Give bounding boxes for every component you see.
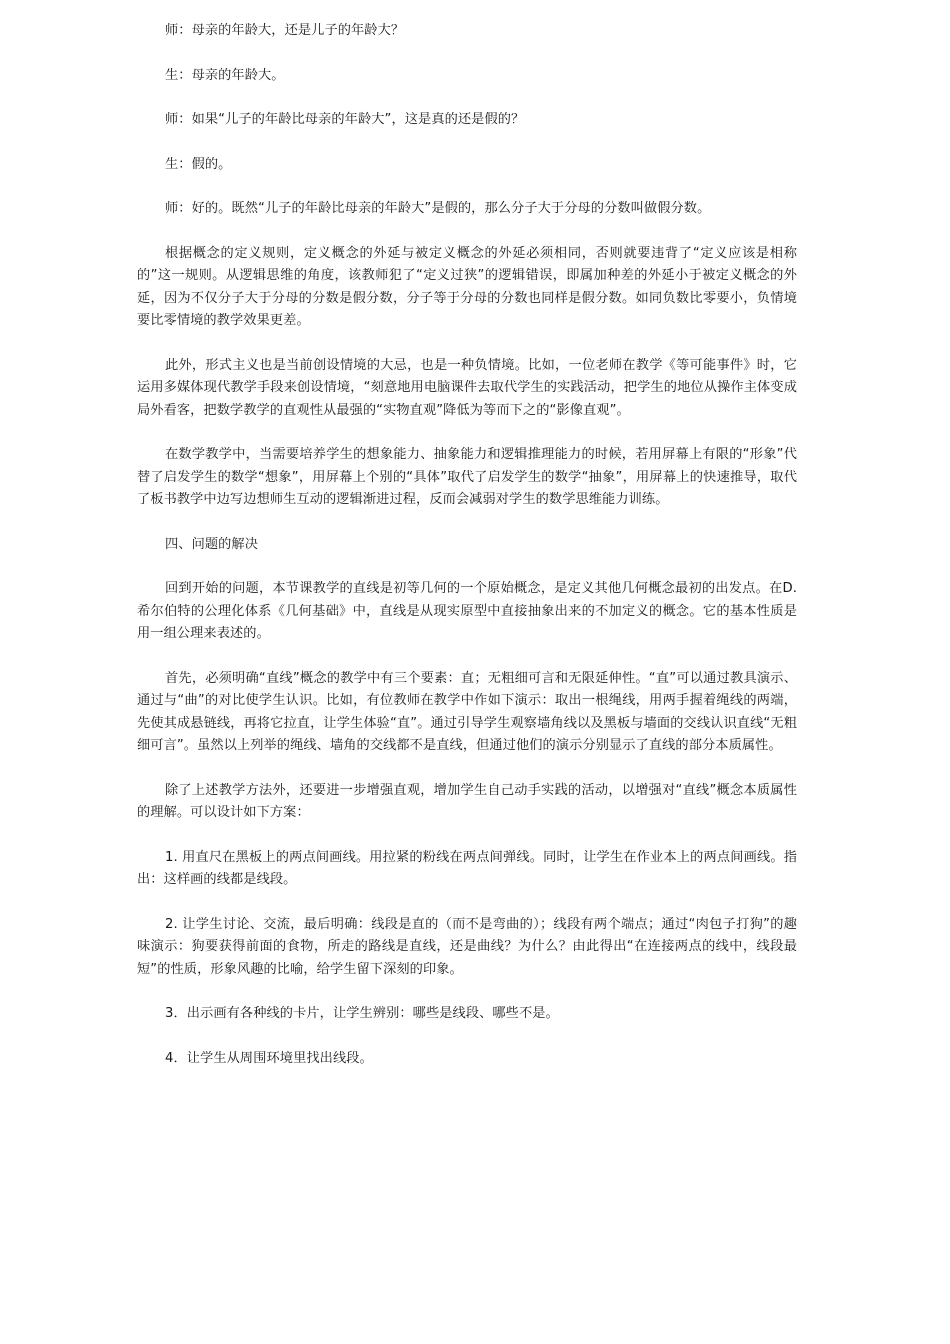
document-page	[137, 20, 797, 1092]
list-item-1: 1. 用直尺在黑板上的两点间画线。用拉紧的粉线在两点间弹线。同时，让学生在作业本上的两点间画线。指出：这样画的线都是线段。	[137, 849, 797, 887]
dialogue-teacher-question-1: 师：母亲的年龄大，还是儿子的年龄大？	[165, 23, 405, 38]
list-item-3: 3．出示画有各种线的卡片，让学生辨别：哪些是线段、哪些不是。	[165, 1006, 559, 1021]
dialogue-student-answer-2: 生：假的。	[165, 156, 232, 172]
dialogue-teacher-conclusion: 师：好的。既然“儿子的年龄比母亲的年龄大”是假的，那么分子大于分母的分数叫做假分数。	[165, 201, 711, 216]
dialogue-teacher-question-2: 师：如果“儿子的年龄比母亲的年龄大”，这是真的还是假的？	[165, 112, 525, 127]
list-item-2: 2. 让学生讨论、交流，最后明确：线段是直的（而不是弯曲的）；线段有两个端点；通过“肉包子打狗”的趣味演示：狗要获得前面的食物，所走的路线是直线，还是曲线？为什么？由此得出“在连接两点的线中，线段最短”的性质，形象风趣的比喻，给学生留下深刻的印象。	[137, 916, 797, 977]
list-item-4: 4．让学生从周围环境里找出线段。	[165, 1050, 373, 1066]
paragraph-screen-teaching: 在数学教学中，当需要培养学生的想象能力、抽象能力和逻辑推理能力的时候，若用屏幕上有限的“形象”代替了启发学生的数学“想象”，用屏幕上个别的“具体”取代了启发学生的数学“抽象”，用屏幕上的快速推导，取代了板书教学中边写边想师生互动的逻辑渐进过程，反而会减弱对学生的数学思维能力训练。	[137, 447, 797, 507]
dialogue-student-answer-1: 生：母亲的年龄大。	[165, 67, 285, 83]
paragraph-formalism: 此外，形式主义也是当前创设情境的大忌，也是一种负情境。比如，一位老师在教学《等可能事件》时，它运用多媒体现代教学手段来创设情境，“刻意地用电脑课件去取代学生的实践活动，把学生的地位从操作主体变成局外看客，把数学教学的直观性从最强的“实物直观”降低为等而下之的“影像直观”。	[137, 357, 797, 418]
paragraph-line-concept: 回到开始的问题，本节课教学的直线是初等几何的一个原始概念，是定义其他几何概念最初的出发点。在D.希尔伯特的公理化体系《几何基础》中，直线是从现实原型中直接抽象出来的不加定义的概念。它的基本性质是用一组公理来表述的。	[137, 581, 797, 641]
paragraph-three-elements: 首先，必须明确“直线”概念的教学中有三个要素：直；无粗细可言和无限延伸性。“直”可以通过教具演示、通过与“曲”的对比使学生认识。比如，有位教师在教学中作如下演示：取出一根绳线，用两手握着绳线的两端，先使其成悬链线，再将它拉直，让学生体验“直”。通过引导学生观察墙角线以及黑板与墙面的交线认识直线“无粗细可言”。虽然以上列举的绳线、墙角的交线都不是直线，但通过他们的演示分别显示了直线的部分本质属性。	[137, 670, 797, 753]
section-heading: 四、问题的解决	[165, 536, 259, 552]
paragraph-enhance-intuition: 除了上述教学方法外，还要进一步增强直观，增加学生自己动手实践的活动，以增强对“直线”概念本质属性的理解。可以设计如下方案：	[137, 782, 797, 820]
paragraph-definition-rule: 根据概念的定义规则，定义概念的外延与被定义概念的外延必须相同，否则就要违背了“定义应该是相称的”这一规则。从逻辑思维的角度，该教师犯了“定义过狭”的逻辑错误，即属加种差的外延小于被定义概念的外延，因为不仅分子大于分母的分数是假分数，分子等于分母的分数也同样是假分数。如同负数比零要小，负情境要比零情境的教学效果更差。	[137, 245, 797, 328]
